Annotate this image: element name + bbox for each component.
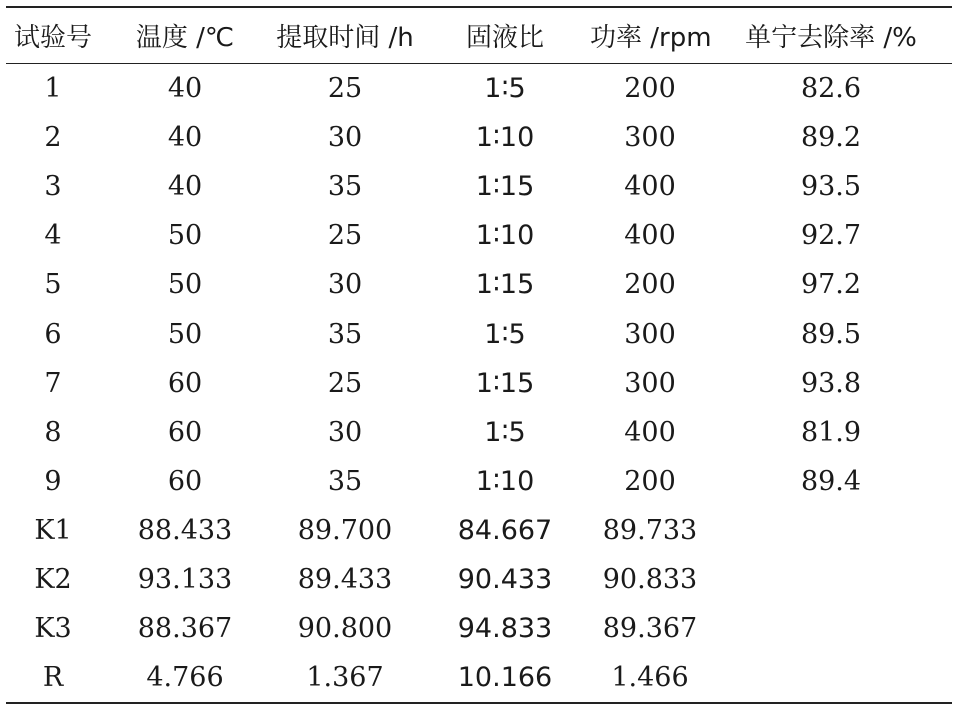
- cell-temperature: 50: [167, 220, 203, 252]
- cell-extraction-time: 30: [327, 269, 363, 301]
- cell-tannin-removal-rate: 89.4: [800, 465, 862, 497]
- table-row: [6, 359, 952, 408]
- cell-temperature: 50: [167, 318, 203, 350]
- cell-extraction-time: 25: [327, 73, 363, 105]
- cell-power: 200: [624, 465, 676, 497]
- cell-power: 400: [624, 416, 676, 448]
- cell-extraction-time: 1.367: [306, 662, 384, 694]
- cell-temperature: 60: [167, 465, 203, 497]
- cell-power: 89.733: [602, 514, 698, 546]
- cell-power: 400: [624, 171, 676, 203]
- cell-tannin-removal-rate: 93.5: [800, 171, 862, 203]
- cell-extraction-time: 25: [327, 367, 363, 399]
- header-trial-no: 试验号: [13, 23, 92, 53]
- cell-power: 89.367: [602, 613, 698, 645]
- cell-power: 300: [624, 318, 676, 350]
- cell-solid-liquid-ratio: 10.166: [457, 662, 553, 694]
- table-row: [6, 653, 952, 703]
- cell-tannin-removal-rate: 97.2: [800, 269, 862, 301]
- cell-trial-no: K2: [34, 563, 72, 595]
- table-row: [6, 211, 952, 260]
- cell-temperature: 4.766: [146, 662, 224, 694]
- cell-power: 90.833: [602, 563, 698, 595]
- cell-power: 300: [624, 122, 676, 154]
- cell-tannin-removal-rate: [710, 555, 952, 604]
- cell-power: 300: [624, 367, 676, 399]
- cell-temperature: 60: [167, 367, 203, 399]
- cell-solid-liquid-ratio: 1∶15: [475, 367, 535, 399]
- cell-extraction-time: 89.700: [297, 514, 393, 546]
- cell-solid-liquid-ratio: 94.833: [457, 613, 553, 645]
- cell-extraction-time: 35: [327, 465, 363, 497]
- cell-tannin-removal-rate: 81.9: [800, 416, 862, 448]
- cell-trial-no: 6: [44, 318, 62, 350]
- orthogonal-test-table: [6, 6, 952, 704]
- cell-trial-no: 8: [44, 416, 62, 448]
- table-header-row: [6, 7, 952, 64]
- cell-tannin-removal-rate: 89.5: [800, 318, 862, 350]
- cell-tannin-removal-rate: [710, 506, 952, 555]
- cell-tannin-removal-rate: 92.7: [800, 220, 862, 252]
- table-body: [6, 64, 952, 704]
- cell-temperature: 60: [167, 416, 203, 448]
- cell-trial-no: 7: [44, 367, 62, 399]
- cell-temperature: 88.433: [137, 514, 233, 546]
- table-row: [6, 309, 952, 358]
- cell-trial-no: 5: [44, 269, 62, 301]
- cell-trial-no: 2: [44, 122, 62, 154]
- cell-tannin-removal-rate: 93.8: [800, 367, 862, 399]
- cell-power: 200: [624, 73, 676, 105]
- cell-solid-liquid-ratio: 84.667: [457, 514, 553, 546]
- cell-extraction-time: 35: [327, 171, 363, 203]
- header-solid-liquid-ratio: 固液比: [465, 23, 544, 53]
- cell-trial-no: R: [42, 662, 64, 694]
- cell-temperature: 40: [167, 73, 203, 105]
- cell-tannin-removal-rate: [710, 604, 952, 653]
- cell-temperature: 40: [167, 171, 203, 203]
- cell-trial-no: K1: [34, 514, 72, 546]
- cell-tannin-removal-rate: 89.2: [800, 122, 862, 154]
- cell-temperature: 93.133: [137, 563, 233, 595]
- table-row: [6, 457, 952, 506]
- cell-solid-liquid-ratio: 1∶15: [475, 171, 535, 203]
- cell-temperature: 50: [167, 269, 203, 301]
- cell-power: 400: [624, 220, 676, 252]
- table-row: [6, 604, 952, 653]
- table-row: [6, 64, 952, 114]
- table-row: [6, 408, 952, 457]
- header-tannin-removal-rate: 单宁去除率 /%: [745, 23, 917, 53]
- table-row: [6, 113, 952, 162]
- table-row: [6, 506, 952, 555]
- cell-power: 200: [624, 269, 676, 301]
- cell-extraction-time: 35: [327, 318, 363, 350]
- cell-trial-no: 3: [44, 171, 62, 203]
- table-row: [6, 162, 952, 211]
- header-temperature: 温度 /℃: [135, 23, 235, 53]
- cell-trial-no: 9: [44, 465, 62, 497]
- cell-extraction-time: 90.800: [297, 613, 393, 645]
- cell-extraction-time: 89.433: [297, 563, 393, 595]
- cell-trial-no: K3: [34, 613, 72, 645]
- cell-solid-liquid-ratio: 1∶10: [475, 465, 535, 497]
- cell-solid-liquid-ratio: 1∶10: [475, 220, 535, 252]
- table-row: [6, 555, 952, 604]
- cell-extraction-time: 30: [327, 122, 363, 154]
- cell-tannin-removal-rate: 82.6: [800, 73, 862, 105]
- cell-power: 1.466: [611, 662, 689, 694]
- orthogonal-test-table-container: [6, 6, 952, 704]
- cell-temperature: 40: [167, 122, 203, 154]
- header-extraction-time: 提取时间 /h: [276, 23, 414, 53]
- cell-solid-liquid-ratio: 1∶5: [484, 73, 526, 105]
- cell-temperature: 88.367: [137, 613, 233, 645]
- cell-trial-no: 1: [44, 73, 62, 105]
- cell-solid-liquid-ratio: 90.433: [457, 563, 553, 595]
- cell-extraction-time: 25: [327, 220, 363, 252]
- cell-solid-liquid-ratio: 1∶15: [475, 269, 535, 301]
- cell-trial-no: 4: [44, 220, 62, 252]
- table-row: [6, 260, 952, 309]
- header-power: 功率 /rpm: [590, 23, 712, 53]
- cell-extraction-time: 30: [327, 416, 363, 448]
- cell-solid-liquid-ratio: 1∶5: [484, 416, 526, 448]
- cell-solid-liquid-ratio: 1∶10: [475, 122, 535, 154]
- cell-solid-liquid-ratio: 1∶5: [484, 318, 526, 350]
- cell-tannin-removal-rate: [710, 653, 952, 703]
